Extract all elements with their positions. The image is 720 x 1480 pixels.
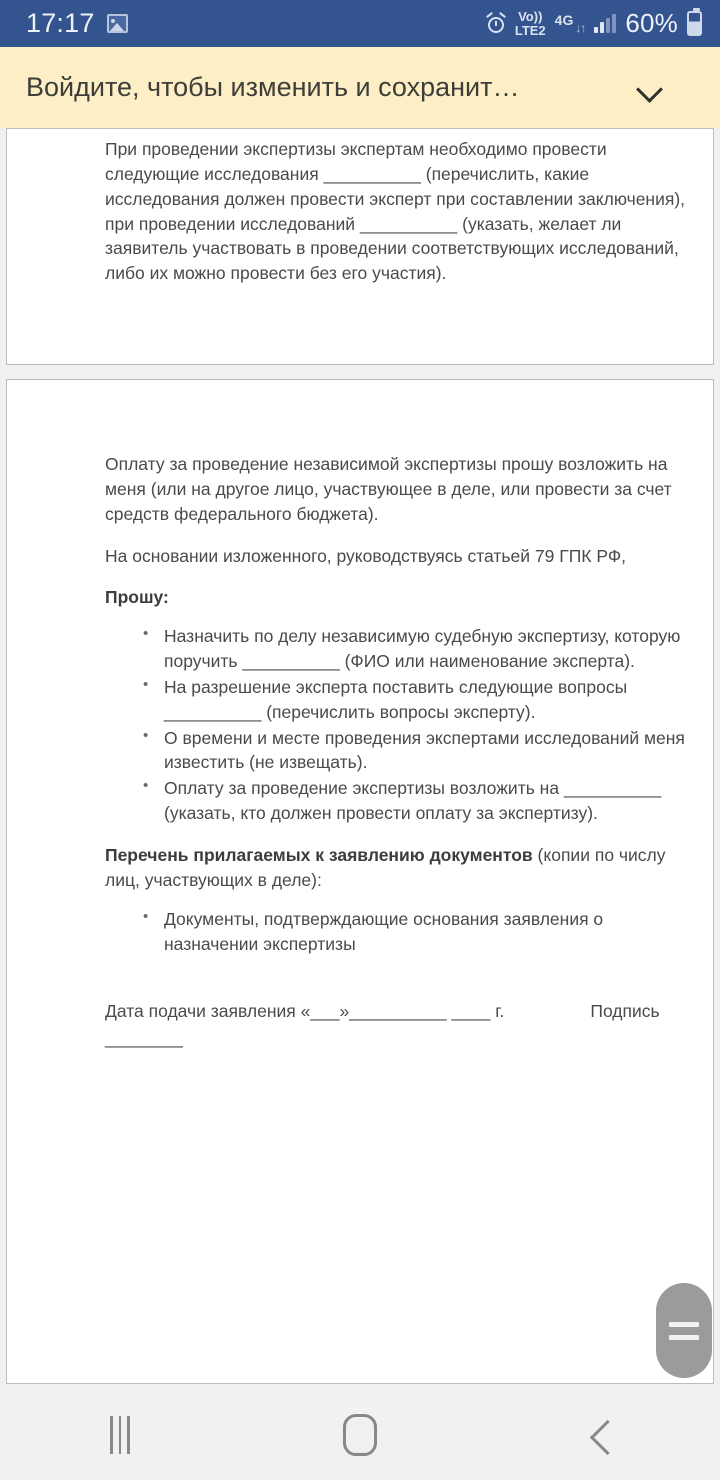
recents-button[interactable] (0, 1390, 240, 1480)
page-divider (0, 365, 720, 379)
attachments-heading-bold: Перечень прилагаемых к заявлению документов (105, 844, 533, 865)
signature-date-label: Дата подачи заявления «___»__________ ____ г. (105, 1001, 505, 1022)
document-page-1 (6, 128, 714, 365)
request-heading-label: Прошу: (105, 587, 169, 608)
volte-line-2: LTE2 (514, 22, 546, 38)
signal-bars-icon (594, 14, 616, 33)
image-icon (107, 14, 128, 33)
paragraph-legal-basis: На основании изложенного, руководствуясь статьей 79 ГПК РФ, (105, 545, 626, 566)
home-button[interactable] (240, 1390, 480, 1480)
signature-label: Подпись (590, 1001, 660, 1022)
list-item: • Назначить по делу независимую судебную экспертизу, которую поручить __________ (ФИО или наименование эксперта). (143, 624, 695, 674)
sign-in-banner[interactable] (0, 47, 720, 128)
request-list (105, 624, 695, 826)
page1-paragraph: При проведении экспертизы экспертам необходимо провести следующие исследования __________ (перечислить, какие исследования должен провести эксперт при составлении заключения), при проведении исследований __________ (указать, желает ли заявитель участвовать в проведении соответствующих исследований, либо их можно провести без его участия). (105, 139, 686, 284)
chevron-down-icon[interactable] (636, 73, 666, 103)
recents-icon (110, 1416, 130, 1454)
volte-indicator (515, 10, 546, 37)
data-transfer-arrows-icon: ↓↑ (575, 21, 586, 35)
battery-percent-label: 60% (625, 8, 678, 38)
attachments-list (105, 907, 695, 957)
home-icon (343, 1414, 377, 1456)
scroll-drag-handle[interactable] (656, 1283, 712, 1378)
paragraph-payment: Оплату за проведение независимой экспертизы прошу возложить на меня (или на другое лицо, участвующее в деле, или провести за счет средств федерального бюджета). (105, 454, 672, 524)
network-type-label: 4G (554, 12, 574, 28)
list-item: • На разрешение эксперта поставить следующие вопросы __________ (перечислить вопросы эксперту). (143, 675, 695, 725)
attachments-heading-rest: (копии по числу лиц, участвующих в деле): (105, 844, 666, 890)
signature-row (105, 998, 695, 1051)
document-page-2 (6, 379, 714, 1384)
list-item: • Оплату за проведение экспертизы возложить на __________ (указать, кто должен провести оплату за экспертизу). (143, 776, 695, 826)
back-icon (588, 1423, 612, 1447)
page2-top-spacer (105, 380, 695, 452)
attachments-heading (105, 843, 695, 893)
status-clock: 17:17 (26, 8, 95, 38)
android-navigation-bar (0, 1390, 720, 1480)
list-item: • О времени и месте проведения экспертами исследований меня известить (не извещать). (143, 726, 695, 776)
alarm-icon (486, 14, 506, 34)
back-button[interactable] (480, 1390, 720, 1480)
document-scroll-area[interactable] (0, 128, 720, 1390)
status-bar-left (26, 8, 128, 39)
network-indicator (555, 13, 586, 34)
volte-line-1: Vo)) (518, 9, 543, 25)
signature-line: ________ (105, 1027, 183, 1048)
list-item: • Документы, подтверждающие основания заявления о назначении экспертизы (143, 907, 695, 957)
status-bar (0, 0, 720, 47)
status-bar-right (486, 8, 702, 39)
request-heading (105, 585, 695, 610)
sign-in-banner-message: Войдите, чтобы изменить и сохранит… (26, 72, 520, 102)
battery-icon (687, 11, 702, 36)
